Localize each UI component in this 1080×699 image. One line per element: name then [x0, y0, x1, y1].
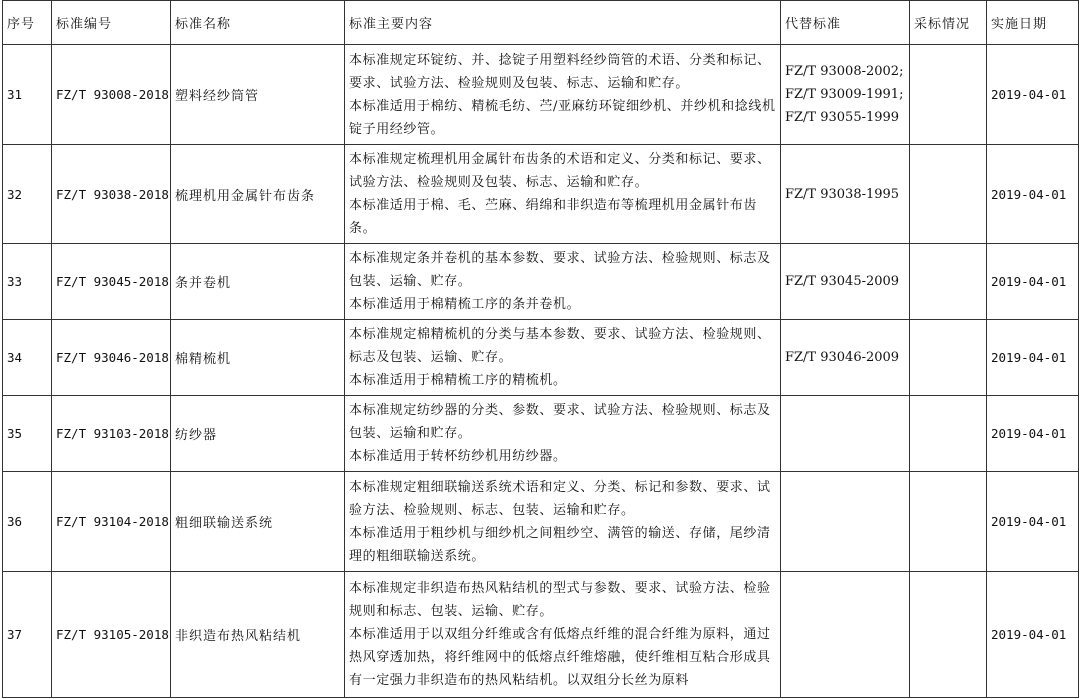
cell-seq: 35: [3, 396, 52, 472]
table-row: [3, 244, 1079, 320]
cell-seq: 36: [3, 472, 52, 572]
header-name: 标准名称: [171, 1, 345, 45]
header-replaces: 代替标准: [781, 1, 910, 45]
cell-adoption: [910, 572, 987, 698]
cell-adoption: [910, 45, 987, 145]
cell-replaces: [781, 320, 910, 396]
table-row: [3, 320, 1079, 396]
content-paragraph: 本标准适用于棉、毛、苎麻、绢绵和非织造布等梳理机用金属针布齿条。: [349, 198, 758, 236]
header-adoption: 采标情况: [910, 1, 987, 45]
cell-code: FZ/T 93008-2018: [52, 45, 171, 145]
cell-name: 粗细联输送系统: [171, 472, 345, 572]
content-paragraph: 本标准规定粗细联输送系统术语和定义、分类、标记和参数、要求、试验方法、检验规则、标志、包装、运输和贮存。: [349, 479, 771, 518]
content-paragraph: 本标准规定条并卷机的基本参数、要求、试验方法、检验规则、标志及包装、运输、贮存。: [349, 251, 771, 289]
header-row: [3, 1, 1079, 45]
cell-code: FZ/T 93046-2018: [52, 320, 171, 396]
header-date: 实施日期: [987, 1, 1079, 45]
table-row: [3, 472, 1079, 572]
cell-content: [345, 145, 781, 244]
cell-name: 非织造布热风粘结机: [171, 572, 345, 698]
content-paragraph: 本标准规定纺纱器的分类、参数、要求、试验方法、检验规则、标志及包装、运输和贮存。: [349, 403, 771, 441]
cell-name: 棉精梳机: [171, 320, 345, 396]
cell-date: 2019-04-01: [987, 244, 1079, 320]
cell-adoption: [910, 472, 987, 572]
cell-name: 条并卷机: [171, 244, 345, 320]
cell-replaces: [781, 572, 910, 698]
content-paragraph: 本标准适用于粗纱机与细纱机之间粗纱空、满管的输送、存储，尾纱清理的粗细联输送系统。: [349, 525, 771, 564]
cell-seq: 37: [3, 572, 52, 698]
cell-content: [345, 572, 781, 698]
cell-content: [345, 396, 781, 472]
cell-replaces: [781, 472, 910, 572]
table-row: [3, 396, 1079, 472]
content-paragraph: 本标准规定棉精梳机的分类与基本参数、要求、试验方法、检验规则、标志及包装、运输、贮存。: [349, 327, 771, 365]
table-row: [3, 45, 1079, 145]
cell-seq: 34: [3, 320, 52, 396]
replaces-item: FZ/T 93046-2009: [785, 350, 900, 365]
cell-replaces: [781, 145, 910, 244]
cell-code: FZ/T 93103-2018: [52, 396, 171, 472]
content-paragraph: 本标准适用于棉精梳工序的精梳机。: [349, 373, 567, 388]
cell-code: FZ/T 93104-2018: [52, 472, 171, 572]
cell-content: [345, 244, 781, 320]
table-row: [3, 572, 1079, 698]
cell-name: 纺纱器: [171, 396, 345, 472]
content-paragraph: 本标准规定非织造布热风粘结机的型式与参数、要求、试验方法、检验规则和标志、包装、运输、贮存。: [349, 581, 771, 619]
cell-adoption: [910, 145, 987, 244]
replaces-item: FZ/T 93008-2002;: [785, 64, 904, 79]
cell-adoption: [910, 320, 987, 396]
header-seq: 序号: [3, 1, 52, 45]
header-code: 标准编号: [52, 1, 171, 45]
replaces-item: FZ/T 93009-1991;: [785, 87, 904, 102]
content-paragraph: 本标准规定环锭纺、并、捻锭子用塑料经纱筒管的术语、分类和标记、要求、试验方法、检验规则及包装、标志、运输和贮存。: [349, 52, 771, 91]
content-paragraph: 本标准适用于棉精梳工序的条并卷机。: [349, 297, 581, 312]
replaces-item: FZ/T 93038-1995: [785, 186, 900, 202]
cell-name: 塑料经纱筒管: [171, 45, 345, 145]
content-paragraph: 本标准规定梳理机用金属针布齿条的术语和定义、分类和标记、要求、试验方法、检验规则及包装、标志、运输和贮存。: [349, 152, 771, 190]
cell-code: FZ/T 93038-2018: [52, 145, 171, 244]
cell-code: FZ/T 93105-2018: [52, 572, 171, 698]
replaces-item: FZ/T 93055-1999: [785, 110, 900, 125]
cell-content: [345, 320, 781, 396]
cell-date: 2019-04-01: [987, 145, 1079, 244]
standards-table: [2, 0, 1079, 698]
content-paragraph: 本标准适用于以双组分纤维或含有低熔点纤维的混合纤维为原料，通过热风穿透加热，将纤维网中的低熔点纤维熔融，使纤维相互粘合形成具有一定强力非织造布的热风粘结机。以双组分长丝为原料: [349, 627, 771, 688]
cell-content: [345, 472, 781, 572]
cell-adoption: [910, 396, 987, 472]
cell-seq: 31: [3, 45, 52, 145]
cell-seq: 32: [3, 145, 52, 244]
replaces-item: FZ/T 93045-2009: [785, 274, 900, 289]
cell-date: 2019-04-01: [987, 572, 1079, 698]
content-paragraph: 本标准适用于转杯纺纱机用纺纱器。: [349, 449, 567, 464]
cell-date: 2019-04-01: [987, 320, 1079, 396]
cell-code: FZ/T 93045-2018: [52, 244, 171, 320]
content-paragraph: 本标准适用于棉纺、精梳毛纺、苎/亚麻纺环锭细纱机、并纱机和捻线机锭子用经纱管。: [349, 98, 776, 137]
cell-adoption: [910, 244, 987, 320]
table-row: [3, 145, 1079, 244]
table-body: [3, 45, 1079, 698]
cell-date: 2019-04-01: [987, 45, 1079, 145]
header-content: 标准主要内容: [345, 1, 781, 45]
cell-replaces: [781, 45, 910, 145]
cell-date: 2019-04-01: [987, 396, 1079, 472]
cell-replaces: [781, 396, 910, 472]
cell-name: 梳理机用金属针布齿条: [171, 145, 345, 244]
cell-seq: 33: [3, 244, 52, 320]
cell-replaces: [781, 244, 910, 320]
cell-date: 2019-04-01: [987, 472, 1079, 572]
cell-content: [345, 45, 781, 145]
